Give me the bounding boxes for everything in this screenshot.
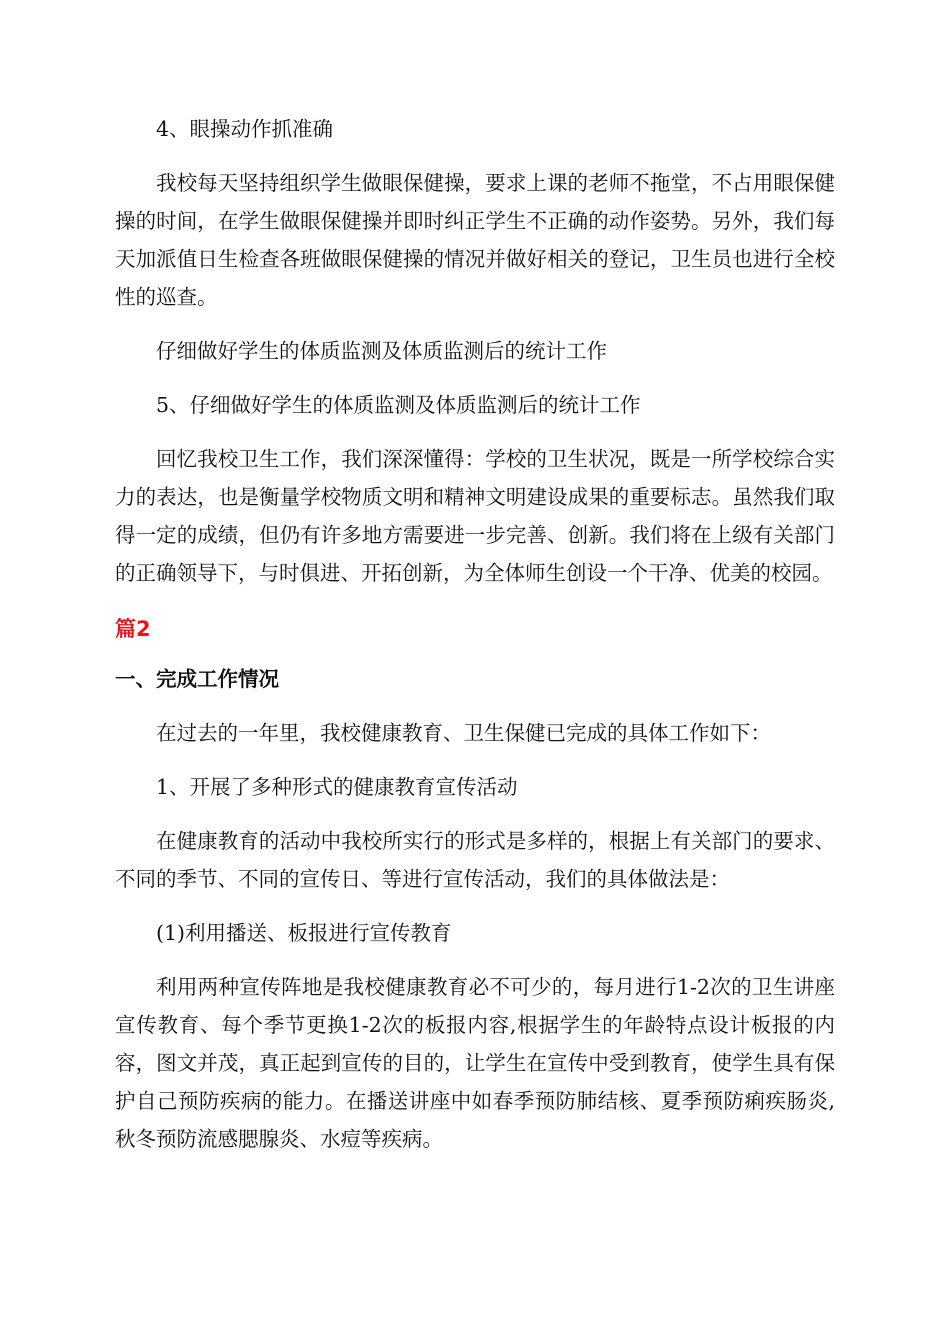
paragraph-intro: 在过去的一年里，我校健康教育、卫生保健已完成的具体工作如下：: [156, 721, 771, 745]
paragraph-physique-monitoring: 仔细做好学生的体质监测及体质监测后的统计工作: [156, 339, 607, 363]
paragraph-eye-exercise-body: 我校每天坚持组织学生做眼保健操，要求上课的老师不拖堂，不占用眼保健操的时间，在学生做眼保健操并即时纠正学生不正确的动作姿势。另外，我们每天加派值日生检查各班做眼保健操的情况并做好相关的登记，卫生员也进行全校性的巡查。: [115, 171, 835, 309]
section-subheading: 一、完成工作情况: [115, 667, 279, 691]
paragraph-broadcast-title: (1)利用播送、板报进行宣传教育: [156, 921, 452, 945]
paragraph-eye-exercise-title: 4、眼操动作抓准确: [156, 117, 334, 141]
paragraph-activity-body: 在健康教育的活动中我校所实行的形式是多样的，根据上有关部门的要求、不同的季节、不同的宣传日、等进行宣传活动，我们的具体做法是：: [115, 829, 835, 891]
paragraph-broadcast-body: 利用两种宣传阵地是我校健康教育必不可少的，每月进行1-2次的卫生讲座宣传教育、每个季节更换1-2次的板报内容,根据学生的年龄特点设计板报的内容，图文并茂，真正起到宣传的目的，让学生在宣传中受到教育，使学生具有保护自己预防疾病的能力。在播送讲座中如春季预防肺结核、夏季预防痢疾肠炎,秋冬预防流感腮腺炎、水痘等疾病。: [115, 975, 835, 1151]
paragraph-physique-monitoring-numbered: 5、仔细做好学生的体质监测及体质监测后的统计工作: [156, 393, 641, 417]
paragraph-activity-title: 1、开展了多种形式的健康教育宣传活动: [156, 775, 518, 799]
paragraph-summary: 回忆我校卫生工作，我们深深懂得：学校的卫生状况，既是一所学校综合实力的表达，也是衡量学校物质文明和精神文明建设成果的重要标志。虽然我们取得一定的成绩，但仍有许多地方需要进一步完善、创新。我们将在上级有关部门的正确领导下，与时俱进、开拓创新，为全体师生创设一个干净、优美的校园。: [115, 447, 835, 585]
section-title: 篇2: [115, 617, 151, 641]
document-page: [115, 110, 835, 1174]
